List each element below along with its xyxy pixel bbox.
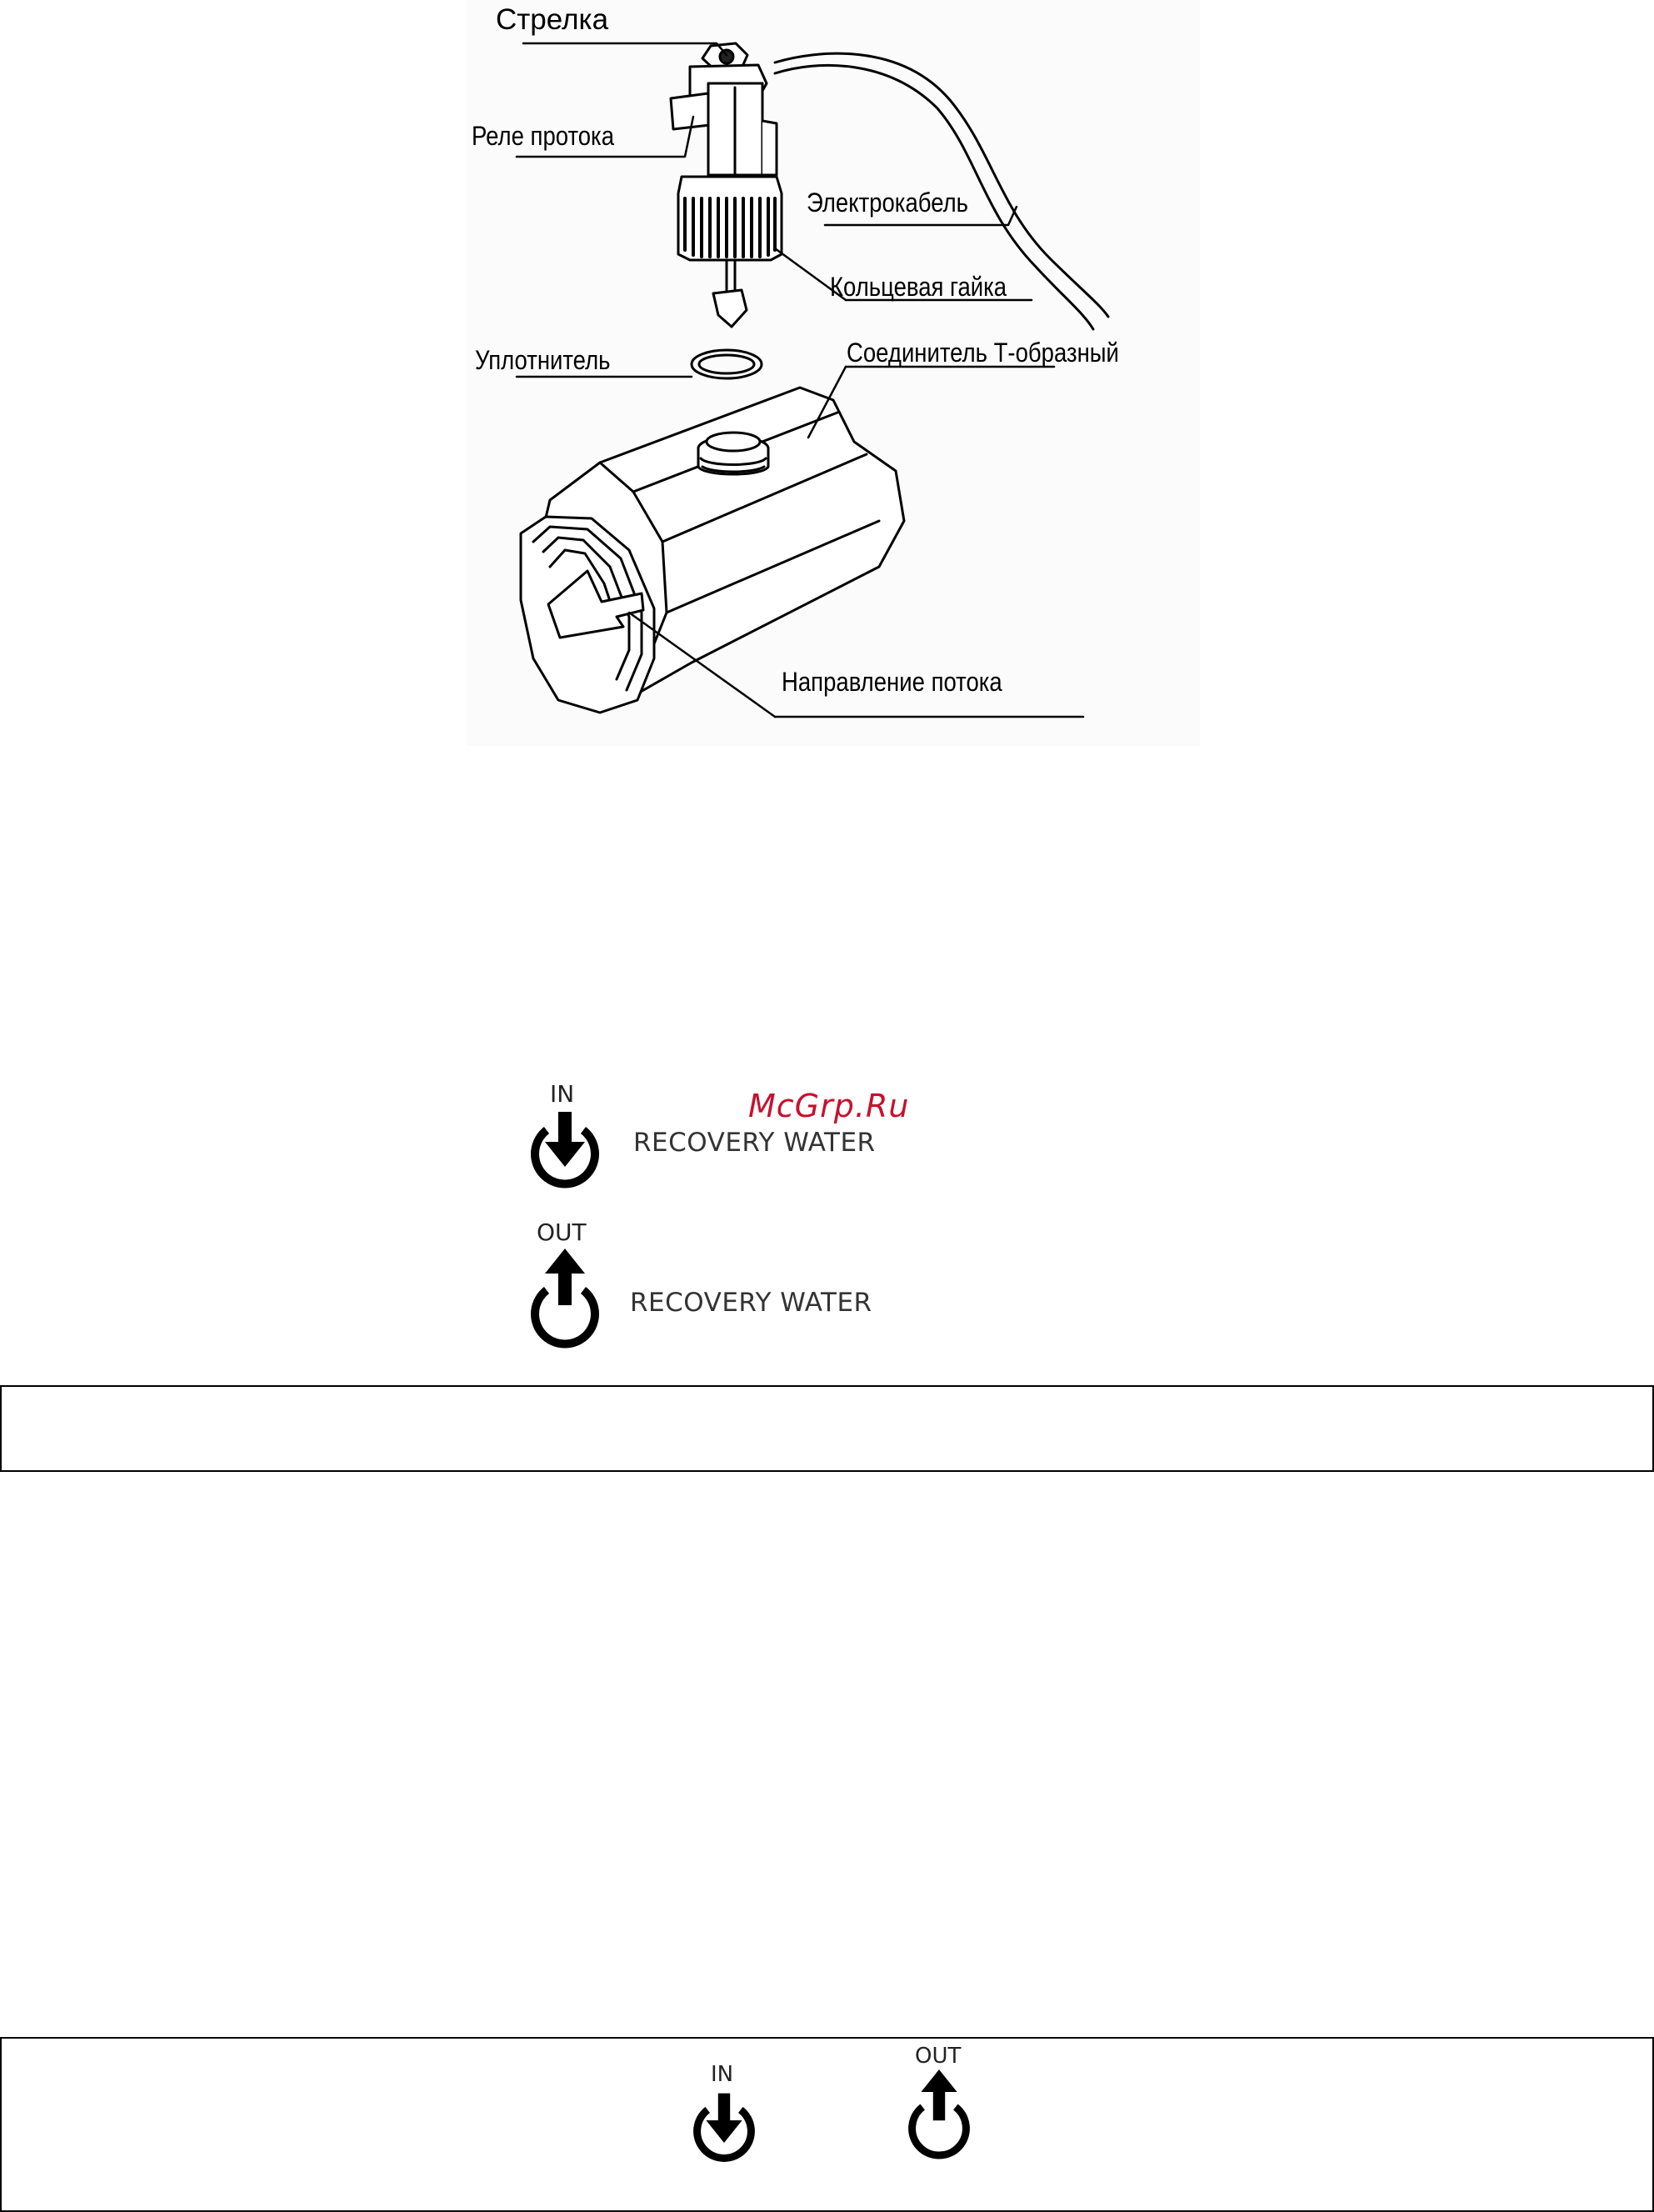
flow-switch-diagram <box>467 0 1200 746</box>
label-cable: Электрокабель <box>807 188 968 218</box>
footer-out-caption: OUT <box>915 2044 962 2069</box>
in-arrow-icon <box>523 1109 607 1192</box>
legend-out-caption: OUT <box>537 1219 587 1246</box>
footer-in-caption: IN <box>711 2062 734 2087</box>
watermark: McGrp.Ru <box>748 1088 910 1124</box>
label-flow-direction: Направление потока <box>782 667 1002 697</box>
label-tee-connector: Соединитель Т-образный <box>847 338 1119 368</box>
footer-out-arrow-icon <box>902 2069 977 2160</box>
footer-box <box>0 2037 1654 2212</box>
legend-in-text: RECOVERY WATER <box>633 1128 876 1158</box>
label-ring-nut: Кольцевая гайка <box>830 272 1007 302</box>
note-box <box>0 1385 1654 1472</box>
legend-out-text: RECOVERY WATER <box>630 1288 872 1318</box>
out-arrow-icon <box>523 1249 607 1349</box>
legend-in-caption: IN <box>550 1080 575 1108</box>
label-seal: Уплотнитель <box>475 345 611 375</box>
label-flow-relay: Реле протока <box>472 121 615 151</box>
label-arrow: Стрелка <box>496 3 609 36</box>
footer-in-arrow-icon <box>687 2090 762 2165</box>
